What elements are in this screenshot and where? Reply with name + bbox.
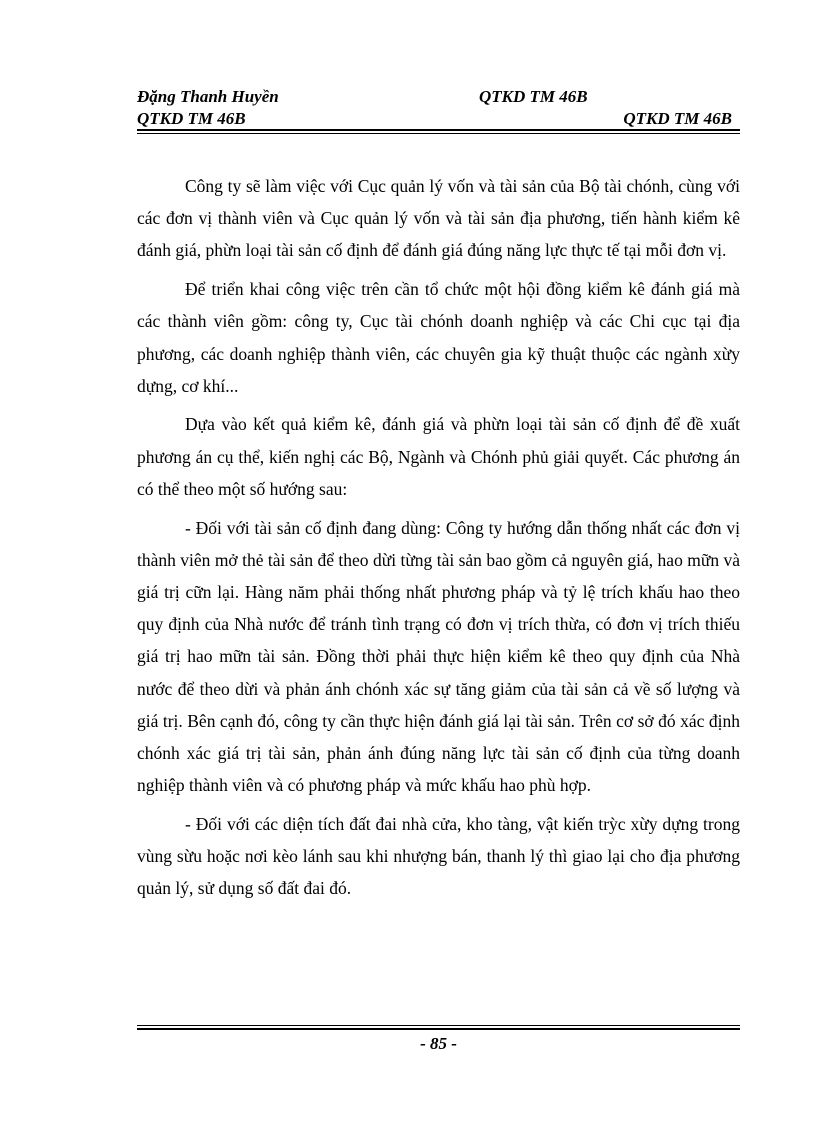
header-author: Đặng Thanh Huyền	[137, 87, 279, 106]
header-rule-thin	[137, 133, 740, 134]
footer-rule-thin	[137, 1025, 740, 1026]
paragraph-2: Để triển khai công việc trên cần tổ chức một hội đồng kiểm kê đánh giá mà các thành viên gồm: công ty, Cục tài chónh doanh nghiệp và các Chi cục tại địa phương, các doanh nghiệp thành viên, các chuyên gia kỹ thuật thuộc các ngành xừy dựng, cơ khí...	[137, 279, 740, 396]
header-rule-thick	[137, 129, 740, 131]
body-text	[137, 170, 740, 911]
header-class-center: QTKD TM 46B	[479, 87, 588, 106]
header-class-left: QTKD TM 46B	[137, 109, 246, 128]
page-number: - 85 -	[420, 1034, 457, 1053]
paragraph-4: - Đối với tài sản cố định đang dùng: Công ty hướng dẫn thống nhất các đơn vị thành viên mở thẻ tài sản để theo dừi từng tài sản bao gồm cả nguyên giá, hao mữn và giá trị cữn lại. Hàng năm phải thống nhất phương pháp và tỷ lệ trích khấu hao theo quy định của Nhà nước để tránh tình trạng có đơn vị trích thừa, có đơn vị trích thiếu giá trị hao mữn tài sản. Đồng thời phải thực hiện kiểm kê theo quy định của Nhà nước để theo dừi và phản ánh chónh xác sự tăng giảm của tài sản cả về số lượng và giá trị. Bên cạnh đó, công ty cần thực hiện đánh giá lại tài sản. Trên cơ sở đó xác định chónh xác giá trị tài sản, phản ánh đúng năng lực tài sản cố định của từng doanh nghiệp thành viên và có phương pháp và mức khấu hao phù hợp.	[137, 517, 740, 796]
paragraph-1: Công ty sẽ làm việc với Cục quản lý vốn và tài sản của Bộ tài chónh, cùng với các đơn vị thành viên và Cục quản lý vốn và tài sản địa phương, tiến hành kiểm kê đánh giá, phừn loại tài sản cố định để đánh giá đúng năng lực thực tế tại mỗi đơn vị.	[137, 176, 740, 261]
footer-rule-thick	[137, 1028, 740, 1030]
header-class-right: QTKD TM 46B	[623, 109, 732, 128]
paragraph-5: - Đối với các diện tích đất đai nhà cửa, kho tàng, vật kiến trỳc xừy dựng trong vùng sừu hoặc nơi kèo lánh sau khi nhượng bán, thanh lý thì giao lại cho địa phương quản lý, sử dụng số đất đai đó.	[137, 813, 740, 899]
paragraph-3: Dựa vào kết quả kiểm kê, đánh giá và phừn loại tài sản cố định để đề xuất phương án cụ thể, kiến nghị các Bộ, Ngành và Chónh phủ giải quyết. Các phương án có thể theo một số hướng sau:	[137, 414, 740, 499]
